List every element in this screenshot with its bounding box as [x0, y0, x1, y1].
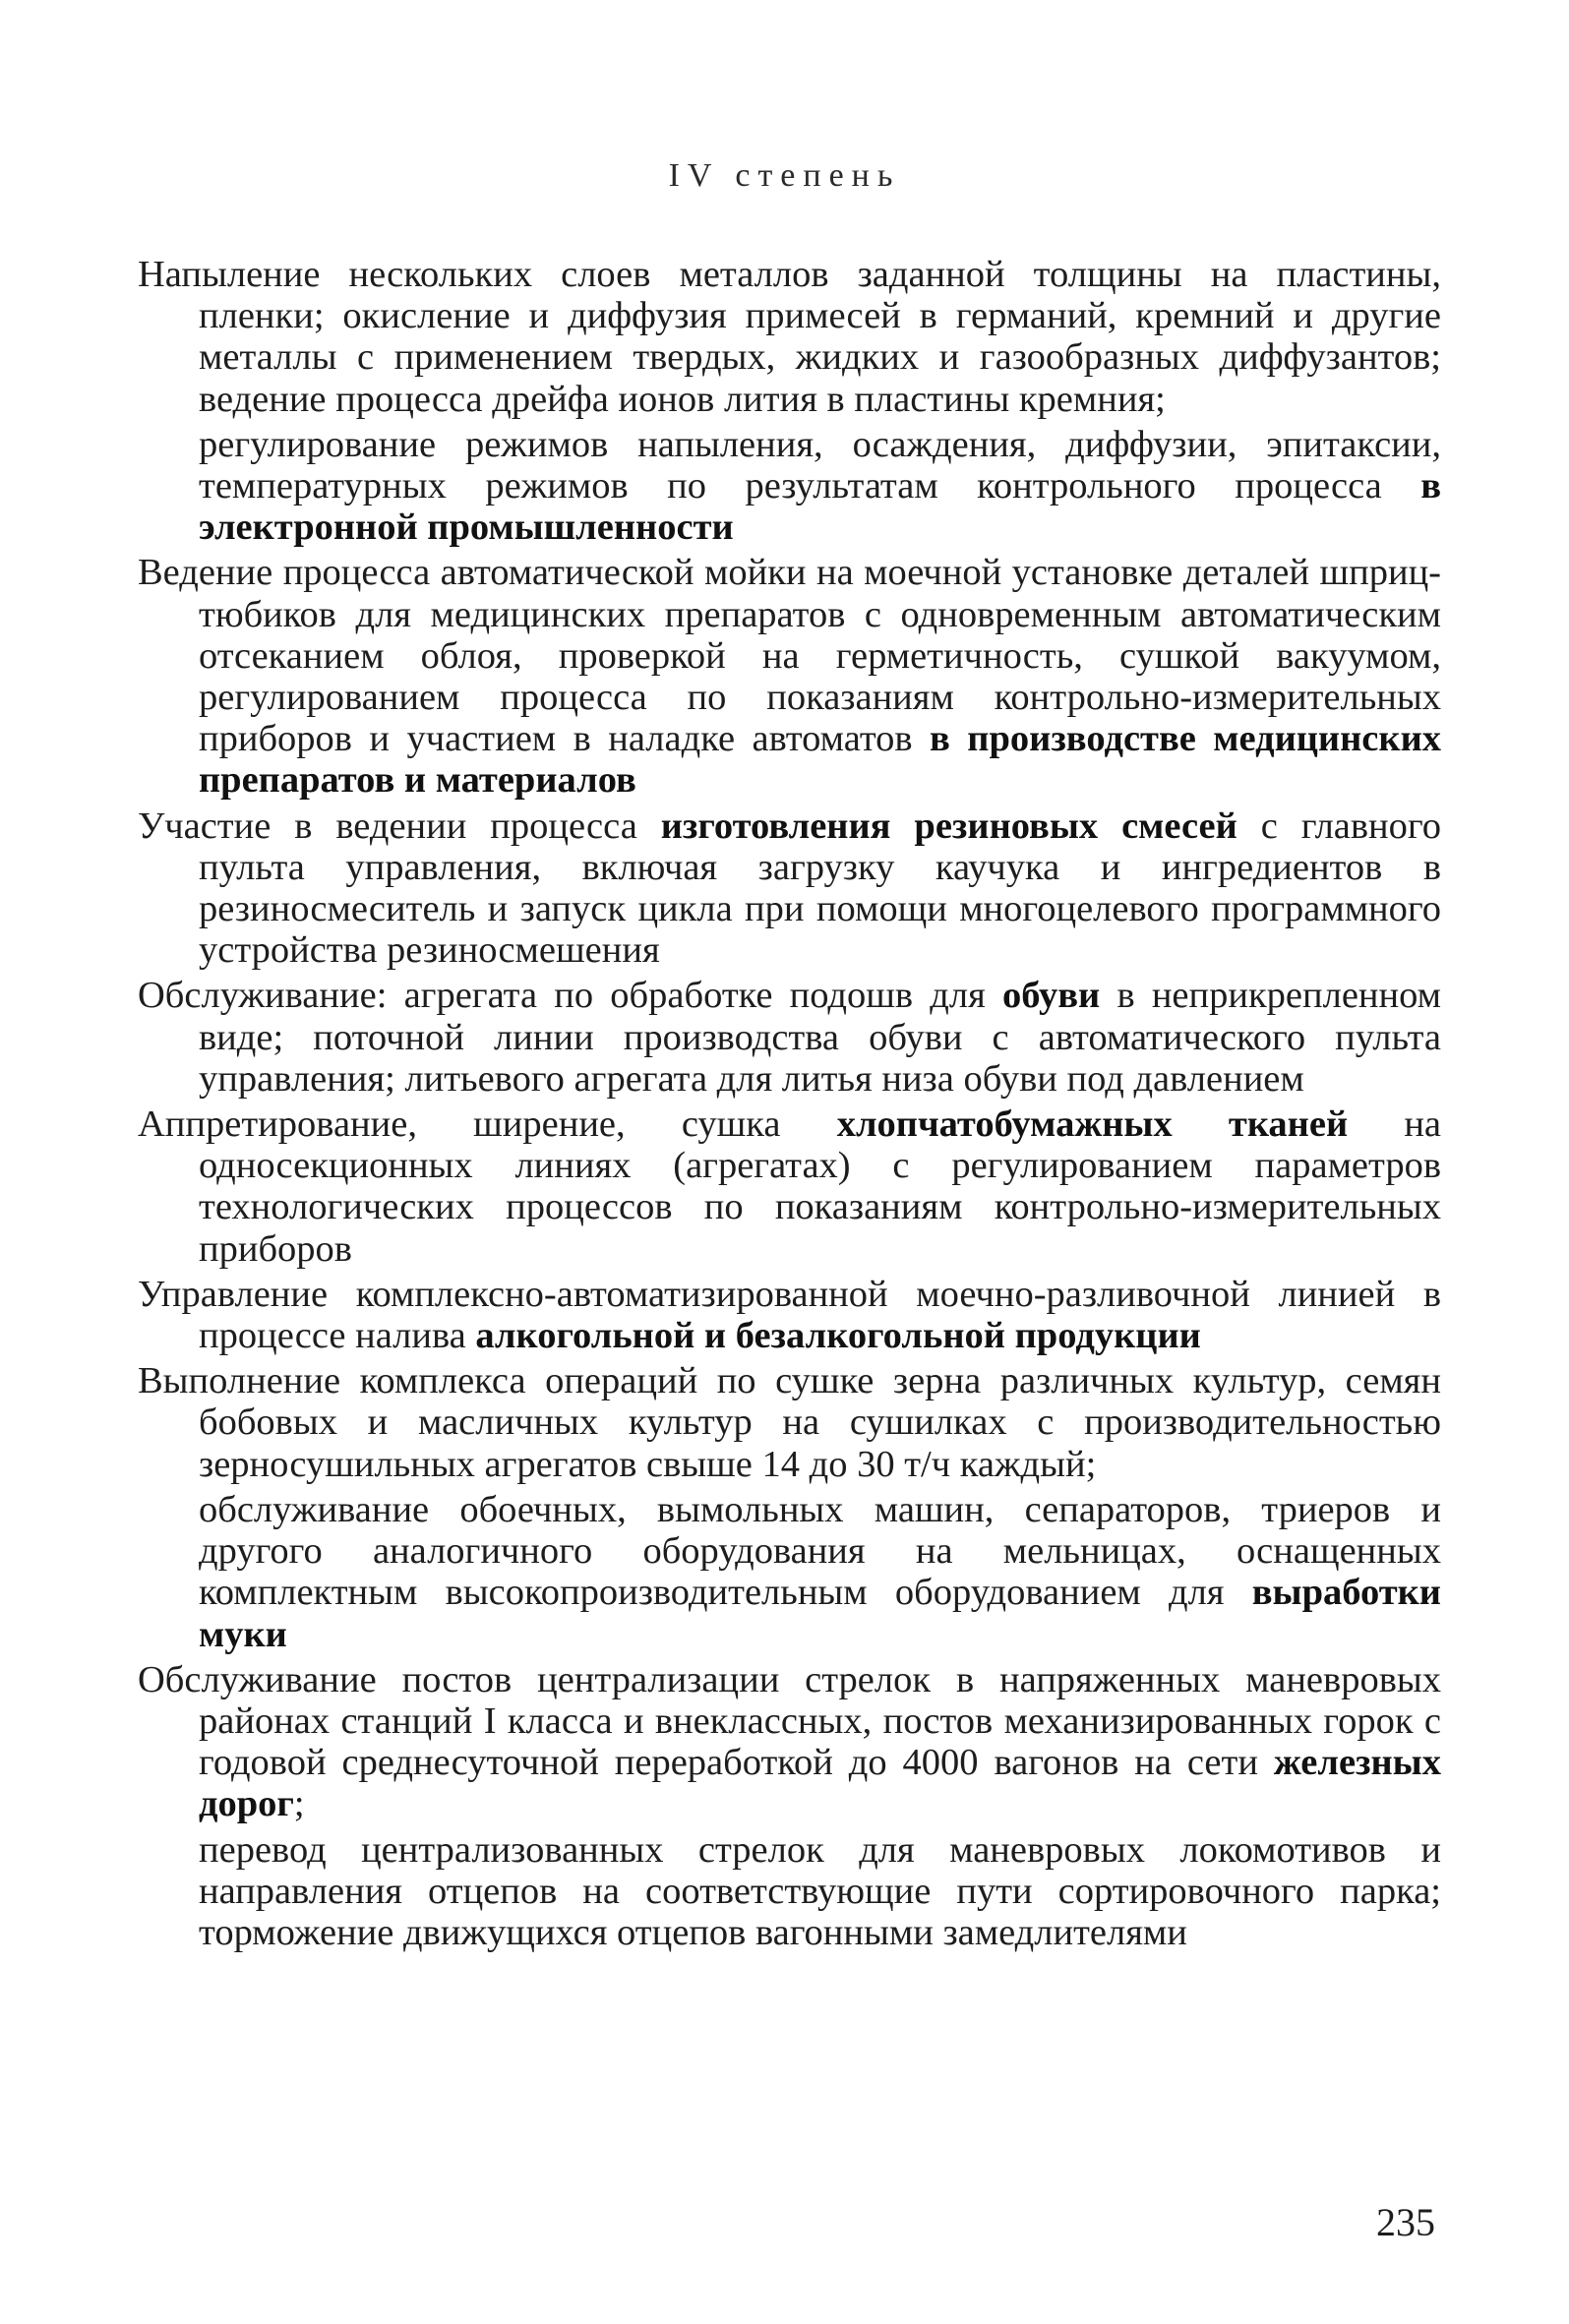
entry-paragraph: [138, 552, 1441, 801]
entry-paragraph: [138, 805, 1441, 972]
section-heading: IV степень: [668, 157, 901, 194]
industry-term: в электронной промышленности: [199, 465, 1441, 549]
industry-term: обуви: [1001, 975, 1101, 1017]
industry-term: выработки муки: [199, 1572, 1441, 1655]
text-run: перевод централизованных стрелок для маневровых локомотивов и направления отцепов на соответствующие пути сортировочного парка; торможение движущихся отцепов вагонными замедлителями: [199, 1828, 1441, 1953]
entry-paragraph: [138, 1274, 1441, 1356]
text-run: Участие в ведении процесса: [138, 804, 661, 847]
industry-term: в производстве медицинских препаратов и материалов: [199, 718, 1442, 802]
text-run: Обслуживание: агрегата по обработке подошв для: [138, 975, 1002, 1017]
entry-paragraph: [138, 1103, 1441, 1270]
text-run: Напыление нескольких слоев металлов заданной толщины на пластины, пленки; окисление и диффузия примесей в германий, кремний и другие металлы с применением твердых, жидких и газообразных диффузантов; ведение процесса дрейфа ионов лития в пластины кремния;: [138, 254, 1441, 420]
entry-continuation: [138, 1829, 1441, 1954]
text-run: Аппретирование, ширение, сушка: [138, 1103, 837, 1146]
text-run: ;: [293, 1783, 305, 1825]
text-run: с главного пульта управления, включая загрузку каучука и ингредиентов в резиносмеситель и запуск цикла при помощи многоцелевого программного устройства резиносмешения: [199, 804, 1441, 972]
industry-term: алкогольной и безалкогольной продукции: [475, 1315, 1201, 1357]
entries-list: [138, 254, 1441, 1957]
entry-paragraph: [138, 1360, 1441, 1485]
text-run: в неприкрепленном виде; поточной линии производства обуви с автоматического пульта управления; литьевого агрегата для литья низа обуви под давлением: [199, 975, 1441, 1100]
text-run: Ведение процесса автоматической мойки на моечной установке деталей шприц-тюбиков для медицинских препаратов с одновременным автоматическим отсеканием облоя, проверкой на герметичность, сушкой вакуумом, регулированием процесса по показаниям контрольно-измерительных приборов и участием в наладке автоматов: [138, 552, 1441, 760]
text-run: Выполнение комплекса операций по сушке зерна различных культур, семян бобовых и масличных культур на сушилках с производительностью зерносушильных агрегатов свыше 14 до 30 т/ч каждый;: [138, 1360, 1441, 1485]
text-run: на односекционных линиях (агрегатах) с регулированием параметров технологических процессов по показаниям контрольно-измерительных приборов: [199, 1103, 1442, 1270]
text-run: Управление комплексно-автоматизированной моечно-разливочной линией в процессе налива: [138, 1273, 1441, 1357]
page-number: 235: [1376, 2200, 1435, 2244]
entry-continuation: [138, 1489, 1441, 1655]
industry-term: железных дорог: [199, 1742, 1441, 1825]
industry-term: изготовления резиновых смесей: [660, 804, 1237, 847]
entry-paragraph: [138, 1659, 1441, 1825]
entry-paragraph: [138, 975, 1441, 1100]
text-run: регулирование режимов напыления, осаждения, диффузии, эпитаксии, температурных режимов по результатам контрольного процесса: [199, 423, 1441, 507]
industry-term: хлопчатобумажных тканей: [836, 1103, 1349, 1146]
entry-paragraph: [138, 254, 1441, 420]
entry-continuation: [138, 424, 1441, 549]
text-run: Обслуживание постов централизации стрелок в напряженных маневровых районах станций I класса и внеклассных, постов механизированных горок с годовой среднесуточной переработкой до 4000 вагонов на сети: [138, 1658, 1441, 1784]
text-run: обслуживание обоечных, вымольных машин, сепараторов, триеров и другого аналогичного оборудования на мельницах, оснащенных комплектным высокопроизводительным оборудованием для: [199, 1488, 1441, 1614]
